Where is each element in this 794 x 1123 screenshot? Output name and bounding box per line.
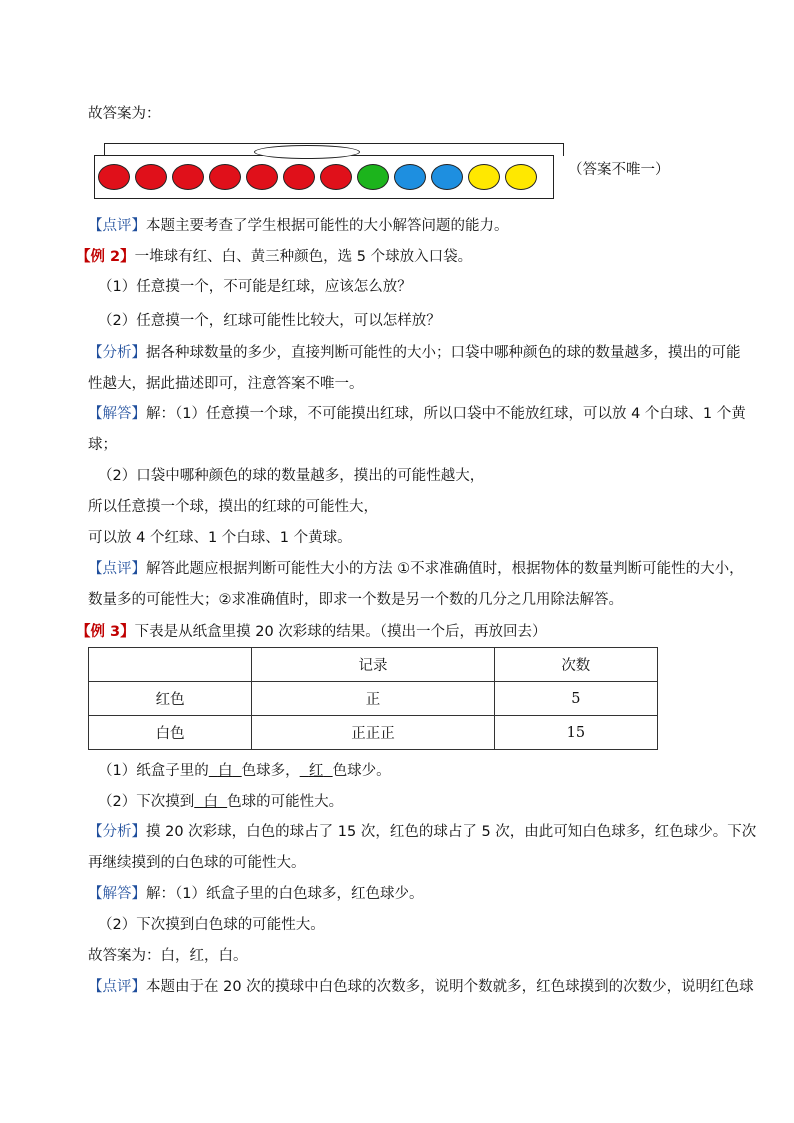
ball	[246, 164, 278, 190]
ball	[172, 164, 204, 190]
example-3-tag: 【例 3】	[76, 624, 135, 640]
example-2-tag: 【例 2】	[76, 249, 135, 265]
example-2-answer-4: 所以任意摸一个球，摸出的红球的可能性大，	[88, 499, 378, 515]
example-2-comment-2: 数量多的可能性大；②求准确值时，即求一个数是另一个数的几分之几用除法解答。	[88, 592, 623, 608]
example-3-title	[76, 622, 547, 642]
analysis-text: 据各种球数量的多少，直接判断可能性的大小；口袋中哪种颜色的球的数量越多，摸出的可能	[146, 345, 741, 361]
example-3-analysis	[88, 822, 756, 842]
example-2-text: 一堆球有红、白、黄三种颜色，选 5 个球放入口袋。	[134, 249, 473, 265]
table-header	[89, 648, 252, 682]
table-row	[89, 682, 658, 716]
box-opening	[254, 145, 360, 159]
example-3-answer	[88, 884, 423, 904]
ball	[209, 164, 241, 190]
example-3-answer-3: 故答案为：白，红，白。	[88, 948, 248, 964]
table-header: 记录	[252, 648, 494, 682]
table-cell: 15	[494, 716, 657, 750]
example-3-answer-2: （2）下次摸到白色球的可能性大。	[98, 917, 325, 933]
ball	[431, 164, 463, 190]
answer-text: 解：（1）任意摸一个球，不可能摸出红球，所以口袋中不能放红球，可以放 4 个白球、1 个黄	[146, 406, 746, 422]
ball	[505, 164, 537, 190]
example-3-q2: （2）下次摸到 白 色球的可能性大。	[98, 794, 344, 810]
ball	[98, 164, 130, 190]
comment-text: 本题主要考查了学生根据可能性的大小解答问题的能力。	[146, 218, 509, 234]
analysis-text: 摸 20 次彩球，白色的球占了 15 次，红色的球占了 5 次，由此可知白色球多，红色球少。下次	[146, 824, 757, 840]
table-cell: 正	[252, 682, 494, 716]
blank-answer: 红	[308, 763, 324, 779]
ball	[357, 164, 389, 190]
ball	[394, 164, 426, 190]
blank-answer: 白	[217, 763, 233, 779]
answer-tag: 【解答】	[88, 886, 146, 902]
comment-1	[88, 216, 509, 236]
example-3-analysis-2: 再继续摸到的白色球的可能性大。	[88, 855, 306, 871]
table-row	[89, 716, 658, 750]
table-header-row	[89, 648, 658, 682]
example-3-text: 下表是从纸盒里摸 20 次彩球的结果。（摸出一个后，再放回去）	[134, 624, 547, 640]
blank-answer: 白	[203, 794, 218, 810]
table-cell: 5	[494, 682, 657, 716]
example-3-comment	[88, 977, 754, 997]
ball	[320, 164, 352, 190]
ball-row	[98, 162, 548, 196]
example-3-q1: （1）纸盒子里的 白 色球多， 红 色球少。	[98, 763, 391, 779]
comment-tag: 【点评】	[88, 218, 146, 234]
example-2-q2: （2）任意摸一个，红球可能性比较大，可以怎样放？	[98, 313, 441, 329]
answer-tag: 【解答】	[88, 406, 146, 422]
table-cell: 白色	[89, 716, 252, 750]
example-2-title	[76, 247, 472, 267]
answer-text: 解：（1）纸盒子里的白色球多，红色球少。	[146, 886, 424, 902]
table-cell: 红色	[89, 682, 252, 716]
diagram-note: （答案不唯一）	[568, 162, 670, 178]
comment-text: 本题由于在 20 次的摸球中白色球的次数多，说明个数就多，红色球摸到的次数少，说明红色球	[146, 979, 754, 995]
example-2-comment	[88, 559, 744, 579]
ball	[283, 164, 315, 190]
ball	[135, 164, 167, 190]
example-2-q1: （1）任意摸一个，不可能是红球，应该怎么放？	[98, 279, 412, 295]
example-2-answer-2: 球；	[88, 437, 117, 453]
comment-text: 解答此题应根据判断可能性大小的方法 ①不求准确值时，根据物体的数量判断可能性的大小，	[146, 561, 744, 577]
ball	[468, 164, 500, 190]
answer-label: 故答案为：	[88, 106, 161, 122]
comment-tag: 【点评】	[88, 979, 146, 995]
analysis-tag: 【分析】	[88, 345, 146, 361]
example-2-analysis	[88, 343, 741, 363]
example-2-answer	[88, 404, 746, 424]
comment-tag: 【点评】	[88, 561, 146, 577]
table-header: 次数	[494, 648, 657, 682]
result-table	[88, 647, 658, 750]
example-2-answer-3: （2）口袋中哪种颜色的球的数量越多，摸出的可能性越大，	[98, 468, 485, 484]
analysis-tag: 【分析】	[88, 824, 146, 840]
table-cell: 正正正	[252, 716, 494, 750]
example-2-analysis-2: 性越大，据此描述即可，注意答案不唯一。	[88, 376, 364, 392]
example-2-answer-5: 可以放 4 个红球、1 个白球、1 个黄球。	[88, 530, 352, 546]
